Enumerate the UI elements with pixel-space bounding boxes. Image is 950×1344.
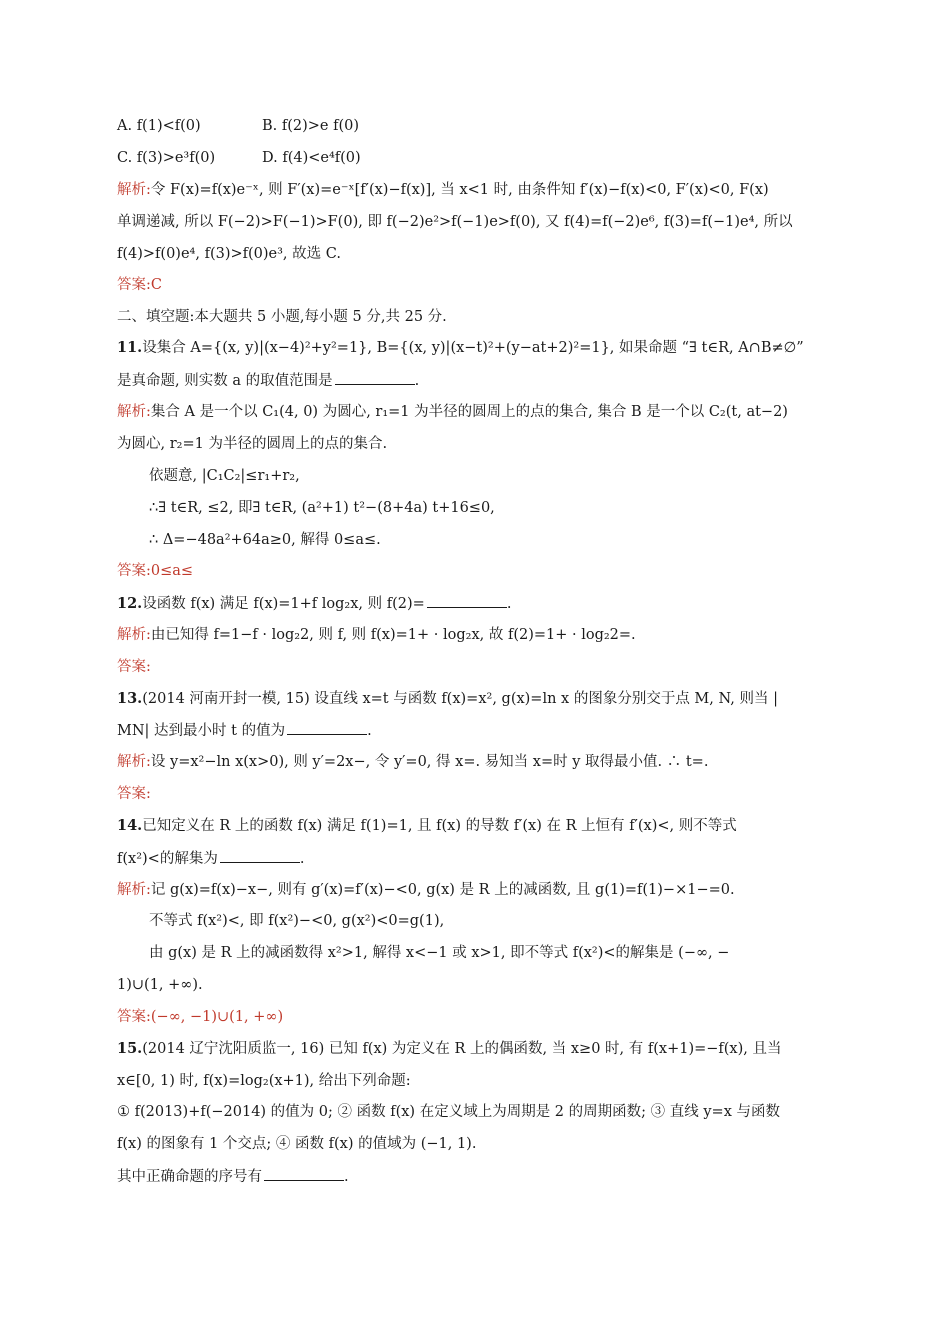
q11-text-line1: 11.设集合 A={(x, y)|(x−4)²+y²=1}, B={(x, y)|(x−t)²+(y−at+2)²=1}, 如果命题 “∃ t∈R, A∩B≠∅” bbox=[117, 339, 804, 356]
q11-analysis-line1: 解析:集合 A 是一个以 C₁(4, 0) 为圆心, r₁=1 为半径的圆周上的点的集合, 集合 B 是一个以 C₂(t, at−2) bbox=[117, 404, 788, 420]
q14-analysis-line1: 解析:记 g(x)=f(x)−x−, 则有 g′(x)=f′(x)−<0, g(x) 是 R 上的减函数, 且 g(1)=f(1)−×1−=0. bbox=[117, 882, 735, 898]
q14-analysis-line4: 1)∪(1, +∞). bbox=[117, 977, 203, 993]
section2-header: 二、填空题:本大题共 5 小题,每小题 5 分,共 25 分. bbox=[117, 309, 447, 325]
q10-option-c: C. f(3)>e³f(0) bbox=[117, 150, 216, 166]
q13-answer: 答案: bbox=[117, 786, 151, 802]
answer-blank bbox=[220, 848, 300, 863]
answer-blank bbox=[427, 593, 507, 608]
q15-text-line4: f(x) 的图象有 1 个交点; ④ 函数 f(x) 的值域为 (−1, 1). bbox=[117, 1136, 477, 1152]
q14-text-line1: 14.已知定义在 R 上的函数 f(x) 满足 f(1)=1, 且 f(x) 的导数 f′(x) 在 R 上恒有 f′(x)<, 则不等式 bbox=[117, 817, 737, 834]
q12-answer: 答案: bbox=[117, 659, 151, 675]
q14-analysis-line3: 由 g(x) 是 R 上的减函数得 x²>1, 解得 x<−1 或 x>1, 即不等式 f(x²)<的解集是 (−∞, − bbox=[149, 945, 730, 961]
q10-analysis-line1: 解析:令 F(x)=f(x)e⁻ˣ, 则 F′(x)=e⁻ˣ[f′(x)−f(x)], 当 x<1 时, 由条件知 f′(x)−f(x)<0, F′(x)<0, F(x) bbox=[117, 182, 769, 198]
q10-answer: 答案:C bbox=[117, 277, 162, 293]
q15-text-line3: ① f(2013)+f(−2014) 的值为 0; ② 函数 f(x) 在定义域上为周期是 2 的周期函数; ③ 直线 y=x 与函数 bbox=[117, 1104, 780, 1120]
answer-blank bbox=[287, 720, 367, 735]
analysis-label: 解析: bbox=[117, 754, 151, 770]
q11-analysis-line2: 为圆心, r₂=1 为半径的圆周上的点的集合. bbox=[117, 436, 388, 452]
question-number: 15. bbox=[117, 1040, 143, 1057]
q11-analysis-line3: 依题意, |C₁C₂|≤r₁+r₂, bbox=[149, 468, 300, 484]
q13-analysis: 解析:设 y=x²−ln x(x>0), 则 y′=2x−, 令 y′=0, 得 x=. 易知当 x=时 y 取得最小值. ∴ t=. bbox=[117, 754, 709, 770]
analysis-label: 解析: bbox=[117, 627, 151, 643]
q10-option-a: A. f(1)<f(0) bbox=[117, 118, 201, 134]
q15-text-line5: 其中正确命题的序号有 . bbox=[117, 1166, 349, 1187]
q12-text: 12.设函数 f(x) 满足 f(x)=1+f log₂x, 则 f(2)= . bbox=[117, 595, 512, 612]
question-number: 11. bbox=[117, 339, 143, 356]
q11-analysis-line5: ∴ Δ=−48a²+64a≥0, 解得 0≤a≤. bbox=[149, 532, 381, 548]
q12-analysis: 解析:由已知得 f=1−f · log₂2, 则 f, 则 f(x)=1+ · log₂x, 故 f(2)=1+ · log₂2=. bbox=[117, 627, 636, 643]
q10-option-d: D. f(4)<e⁴f(0) bbox=[262, 150, 361, 166]
q10-analysis-line2: 单调递减, 所以 F(−2)>F(−1)>F(0), 即 f(−2)e²>f(−1)e>f(0), 又 f(4)=f(−2)e⁶, f(3)=f(−1)e⁴, 所以 bbox=[117, 214, 793, 230]
analysis-label: 解析: bbox=[117, 182, 151, 198]
q14-answer: 答案:(−∞, −1)∪(1, +∞) bbox=[117, 1009, 284, 1025]
q14-analysis-line2: 不等式 f(x²)<, 即 f(x²)−<0, g(x²)<0=g(1), bbox=[149, 913, 445, 929]
q14-text-line2: f(x²)<的解集为 . bbox=[117, 848, 304, 869]
answer-blank bbox=[335, 370, 415, 385]
question-number: 12. bbox=[117, 595, 143, 612]
q13-text-line1: 13.(2014 河南开封一模, 15) 设直线 x=t 与函数 f(x)=x², g(x)=ln x 的图象分别交于点 M, N, 则当 | bbox=[117, 690, 778, 707]
q15-text-line1: 15.(2014 辽宁沈阳质监一, 16) 已知 f(x) 为定义在 R 上的偶函数, 当 x≥0 时, 有 f(x+1)=−f(x), 且当 bbox=[117, 1040, 782, 1057]
question-number: 13. bbox=[117, 690, 143, 707]
q15-text-line2: x∈[0, 1) 时, f(x)=log₂(x+1), 给出下列命题: bbox=[117, 1073, 411, 1089]
q10-analysis-line3: f(4)>f(0)e⁴, f(3)>f(0)e³, 故选 C. bbox=[117, 246, 341, 262]
question-number: 14. bbox=[117, 817, 143, 834]
q11-text-line2: 是真命题, 则实数 a 的取值范围是 . bbox=[117, 370, 419, 391]
q10-option-b: B. f(2)>e f(0) bbox=[262, 118, 360, 134]
answer-blank bbox=[264, 1166, 344, 1181]
q11-analysis-line4: ∴∃ t∈R, ≤2, 即∃ t∈R, (a²+1) t²−(8+4a) t+16≤0, bbox=[149, 500, 495, 516]
analysis-label: 解析: bbox=[117, 404, 151, 420]
q13-text-line2: MN| 达到最小时 t 的值为 . bbox=[117, 720, 372, 741]
q11-answer: 答案:0≤a≤ bbox=[117, 563, 194, 579]
analysis-label: 解析: bbox=[117, 882, 151, 898]
